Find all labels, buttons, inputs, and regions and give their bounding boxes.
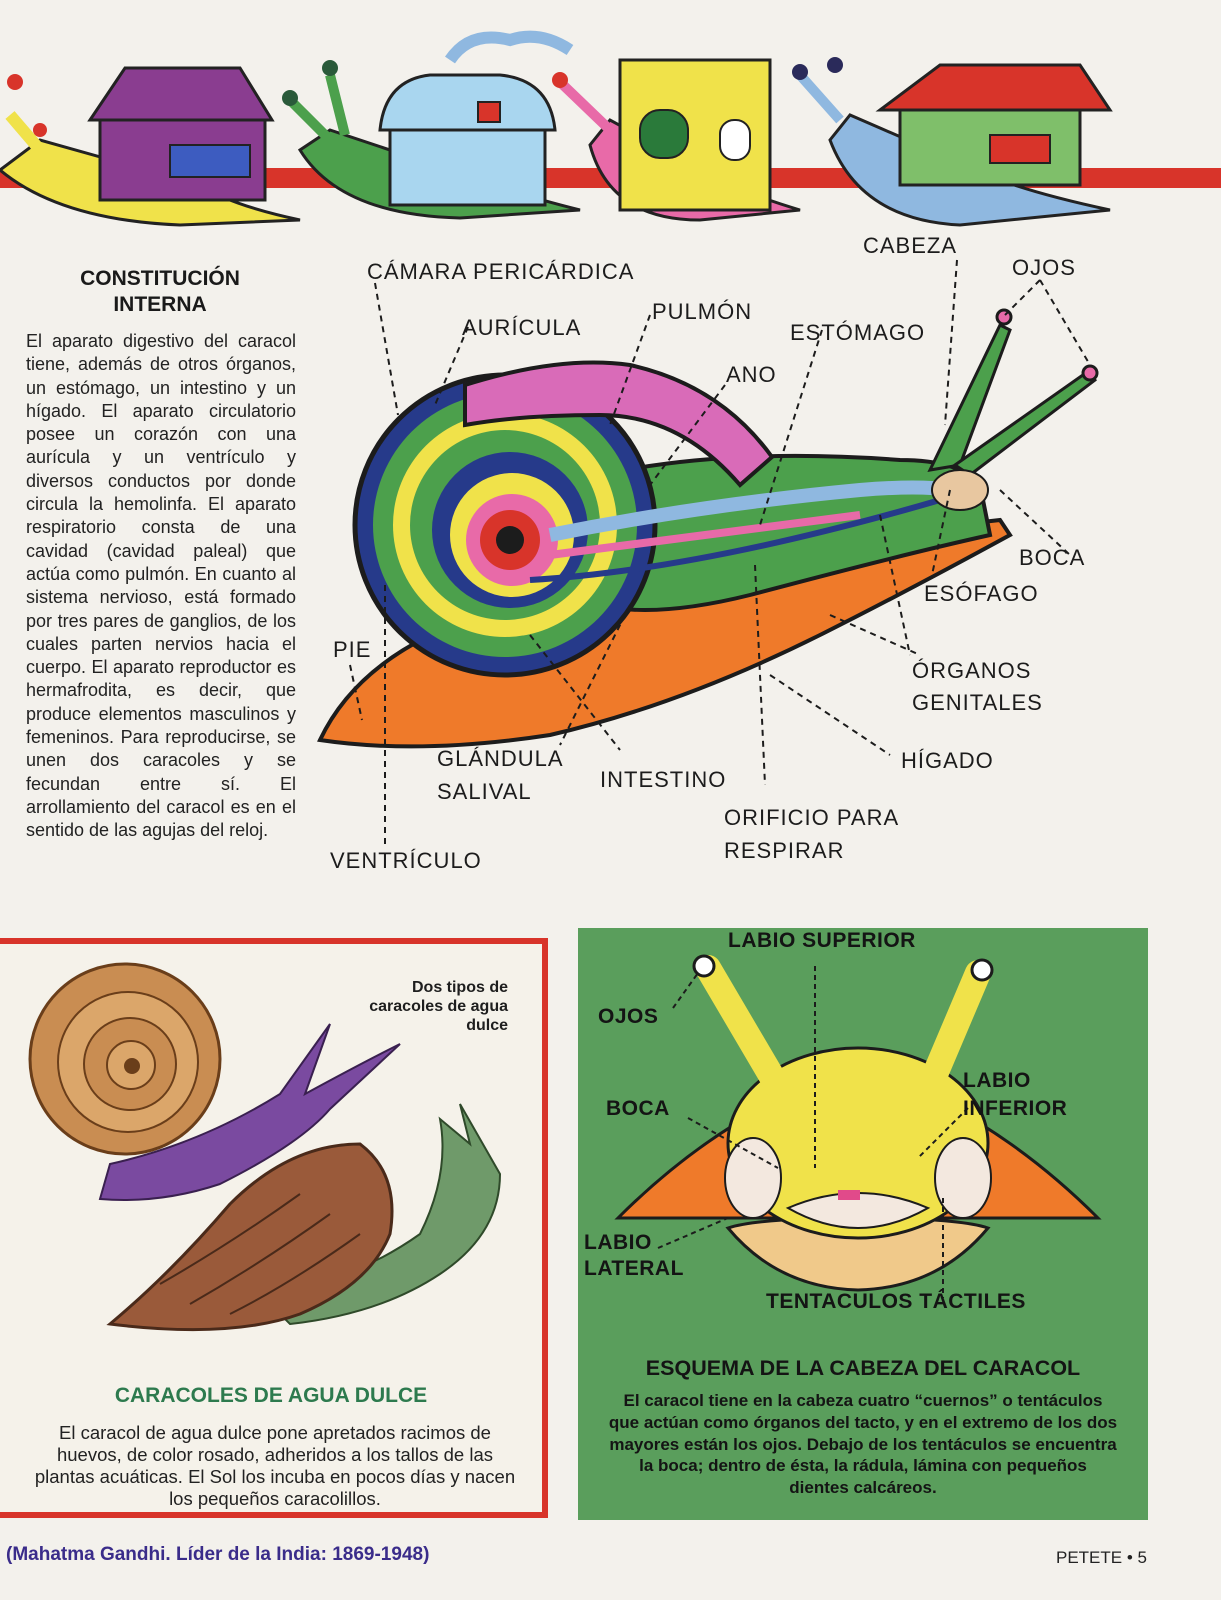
section-body: El aparato digestivo del caracol tiene, además de otros órganos, un estómago, un intestino y un hígado. El aparato circulatorio posee un corazón con una aurícula y un ventrículo y diversos conductos por donde circula la hemolinfa. El aparato respiratorio consta de una cavidad (cavidad paleal) que actúa como pulmón. En cuanto al sistema nervioso, está formado por tres pares de ganglios, de los cuales parten nervios hacia el cuerpo. El aparato reproductor es hermafrodita, es decir, que produce elementos masculinos y femeninos. Para reproducirse, se unen dos caracoles y se fecundan entre sí. El arrollamiento del caracol es en el sentido de las agujas del reloj. — [26, 331, 296, 841]
label-ojos: OJOS — [1012, 255, 1076, 280]
footer-quote: (Mahatma Gandhi. Líder de la India: 1869-1948) — [6, 1544, 430, 1565]
head-label-labio-superior: LABIO SUPERIOR — [728, 929, 916, 952]
label-glandula-salival-2: SALIVAL — [437, 779, 532, 804]
freshwater-caption: Dos tipos de caracoles de agua dulce — [369, 979, 508, 1034]
label-organos-genitales-1: ÓRGANOS — [912, 658, 1032, 683]
section-title-line2: INTERNA — [113, 293, 207, 317]
head-label-labio-lateral-2: LATERAL — [584, 1257, 684, 1280]
head-label-labio-inferior-2: INFERIOR — [963, 1097, 1068, 1120]
head-title: ESQUEMA DE LA CABEZA DEL CARACOL — [645, 1356, 1081, 1380]
snail-head-illustration — [578, 928, 1148, 1348]
label-pulmon: PULMÓN — [652, 299, 753, 324]
label-orificio-para-respirar-2: RESPIRAR — [724, 838, 845, 863]
section-title-line1: CONSTITUCIÓN — [80, 267, 240, 290]
label-organos-genitales-2: GENITALES — [912, 690, 1043, 715]
label-higado: HÍGADO — [901, 748, 994, 773]
head-label-boca: BOCA — [606, 1097, 670, 1120]
section-title — [40, 266, 280, 319]
head-label-ojos: OJOS — [598, 1005, 659, 1028]
label-estomago: ESTÓMAGO — [790, 320, 926, 345]
label-camara-pericardica: CÁMARA PERICÁRDICA — [367, 259, 635, 284]
freshwater-snails-panel — [0, 938, 548, 1518]
label-esofago: ESÓFAGO — [924, 581, 1039, 606]
banner-house-yellow — [620, 60, 770, 210]
freshwater-body: El caracol de agua dulce pone apretados racimos de huevos, de color rosado, adheridos a los tallos de las plantas acuáticas. El Sol los incuba en pocos días y nacen los pequeños caracolillos. — [34, 1422, 516, 1509]
label-boca: BOCA — [1019, 545, 1086, 570]
head-label-labio-inferior-1: LABIO — [963, 1069, 1031, 1092]
page-number: PETETE • 5 — [1056, 1548, 1147, 1567]
label-intestino: INTESTINO — [600, 767, 727, 792]
label-auricula: AURÍCULA — [462, 315, 582, 340]
snail-houses-banner — [0, 20, 1221, 235]
label-glandula-salival-1: GLÁNDULA — [437, 746, 564, 771]
freshwater-title: CARACOLES DE AGUA DULCE — [114, 1384, 428, 1407]
banner-house-blue — [380, 37, 570, 205]
snail-head-schematic-panel — [578, 928, 1148, 1520]
banner-house-purple — [90, 68, 272, 200]
head-label-labio-lateral-1: LABIO — [584, 1231, 652, 1254]
label-cabeza: CABEZA — [863, 233, 958, 258]
label-pie: PIE — [333, 637, 372, 662]
banner-house-green — [880, 65, 1110, 185]
head-label-tentaculos-tactiles: TENTACULOS TÁCTILES — [766, 1290, 1026, 1313]
head-body: El caracol tiene en la cabeza cuatro “cuernos” o tentáculos que actúan como órganos del tacto, y en el extremo de los dos mayores están los ojos. Debajo de los tentáculos se encuentra la boca; dentro de ésta, la rádula, lámina con pequeños dientes calcáreos. — [608, 1391, 1118, 1498]
label-orificio-para-respirar-1: ORIFICIO PARA — [724, 805, 900, 830]
label-ano: ANO — [726, 362, 777, 387]
label-ventriculo: VENTRÍCULO — [330, 848, 482, 873]
